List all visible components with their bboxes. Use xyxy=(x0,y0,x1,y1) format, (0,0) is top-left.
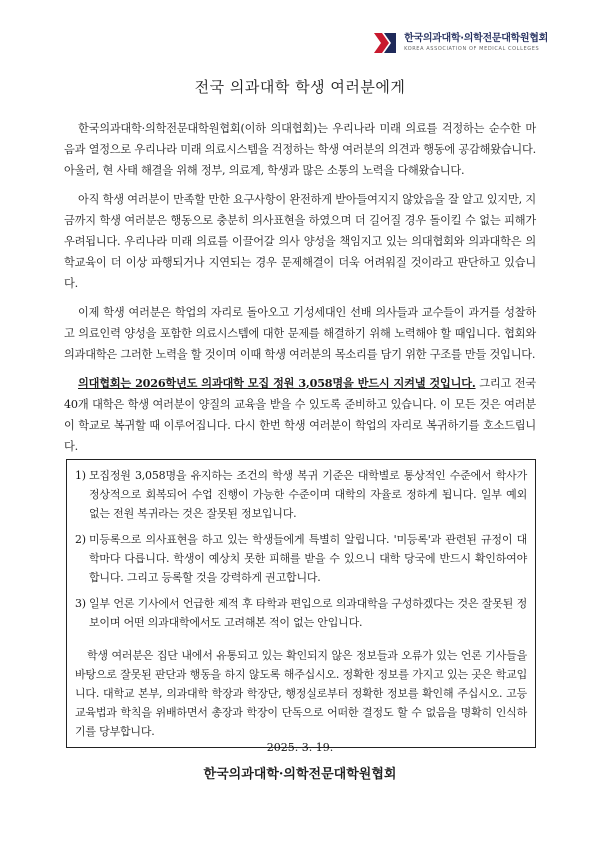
notice-text: 모집정원 3,058명을 유지하는 조건의 학생 복귀 기준은 대학별로 통상적인 수준에서 학사가 정상적으로 회복되어 수업 진행이 가능한 수준이며 대학의 자율로 정하게 됩니다. 일부 예외 없는 전원 복귀라는 것은 잘못된 정보입니다. xyxy=(89,469,527,520)
notice-closing-paragraph: 학생 여러분은 집단 내에서 유통되고 있는 확인되지 않은 정보들과 오류가 있는 언론 기사들을 바탕으로 잘못된 판단과 행동을 하지 않도록 해주십시오. 정확한 정보를 가지고 있는 곳은 학교입니다. 대학교 본부, 의과대학 학장과 학장단, 행정실로부터 정확한 정보를 확인해 주십시오. 고등교육법과 학칙을 위배하면서 총장과 학장이 단독으로 어떠한 결정도 할 수 없음을 명확히 인식하기를 당부합니다. xyxy=(75,649,527,738)
notice-number: 2) xyxy=(75,533,86,546)
letter-title: 전국 의과대학 학생 여러분에게 xyxy=(194,78,406,96)
paragraph-4-rest: 그리고 전국 40개 대학은 학생 여러분이 양질의 교육을 받을 수 있도록 준비하고 있습니다. 이 모든 것은 여러분이 학교로 복귀할 때 이루어집니다. 다시 한번 학생 여러분이 학업의 자리로 복귀하기를 호소드립니다. xyxy=(64,377,537,453)
paragraph-3: 이제 학생 여러분은 학업의 자리로 돌아오고 기성세대인 선배 의사들과 교수들이 과거를 성찰하고 의료인력 양성을 포함한 의료시스템에 대한 문제를 해결하기 위해 노력해야 할 때입니다. 협회와 의과대학은 그러한 노력을 할 것이며 이때 학생 여러분의 목소리를 담기 위한 구조를 만들 것입니다. xyxy=(64,306,536,361)
notice-item-1 xyxy=(75,466,527,523)
paragraph-1: 한국의과대학·의학전문대학원협회(이하 의대협회)는 우리나라 미래 의료를 걱정하는 순수한 마음과 열정으로 우리나라 미래 의료시스템을 걱정하는 학생 여러분의 의견과 행동에 공감해왔습니다. 아울러, 현 사태 해결을 위해 정부, 의료계, 학생과 많은 소통의 노력을 다해왔습니다. xyxy=(64,122,536,177)
signatory: 한국의과대학·의학전문대학원협회 xyxy=(203,767,397,782)
association-name-en: KOREA ASSOCIATION OF MEDICAL COLLEGES xyxy=(404,46,540,52)
notice-number: 1) xyxy=(75,469,86,482)
notice-text: 일부 언론 기사에서 언급한 제적 후 타학과 편입으로 의과대학을 구성하겠다는 것은 잘못된 정보이며 어떤 의과대학에서도 고려해본 적이 없는 안입니다. xyxy=(89,597,527,629)
notice-text: 미등록으로 의사표현을 하고 있는 학생들에게 특별히 알립니다. '미등록'과 관련된 규정이 대학마다 다릅니다. 학생이 예상치 못한 피해를 받을 수 있으니 대학 당국에 반드시 확인하여야 합니다. 그리고 등록할 것을 강력하게 권고합니다. xyxy=(89,533,527,584)
association-logo-icon xyxy=(372,30,398,56)
letter-body xyxy=(64,118,536,465)
notice-number: 3) xyxy=(75,597,86,610)
paragraph-4 xyxy=(64,373,536,457)
letterhead xyxy=(372,30,548,56)
letter-date: 2025. 3. 19. xyxy=(266,741,334,754)
key-statement: 의대협회는 2026학년도 의과대학 모집 정원 3,058명을 반드시 지켜낼 것입니다. xyxy=(78,376,476,390)
notice-item-3 xyxy=(75,594,527,632)
paragraph-2: 아직 학생 여러분이 만족할 만한 요구사항이 완전하게 받아들여지지 않았음을 잘 알고 있지만, 지금까지 학생 여러분은 행동으로 충분히 의사표현을 하였으며 더 길어질 경우 돌이킬 수 없는 피해가 우려됩니다. 우리나라 미래 의료를 이끌어갈 의사 양성을 책임지고 있는 의대협회와 의과대학은 의학교육이 더 이상 파행되거나 지연되는 경우 문제해결이 더욱 어려워질 것이라고 판단하고 있습니다. xyxy=(64,193,536,290)
notice-item-2 xyxy=(75,530,527,587)
association-name xyxy=(404,33,548,53)
association-name-ko: 한국의과대학·의학전문대학원협회 xyxy=(404,33,548,44)
notice-box xyxy=(66,459,536,748)
